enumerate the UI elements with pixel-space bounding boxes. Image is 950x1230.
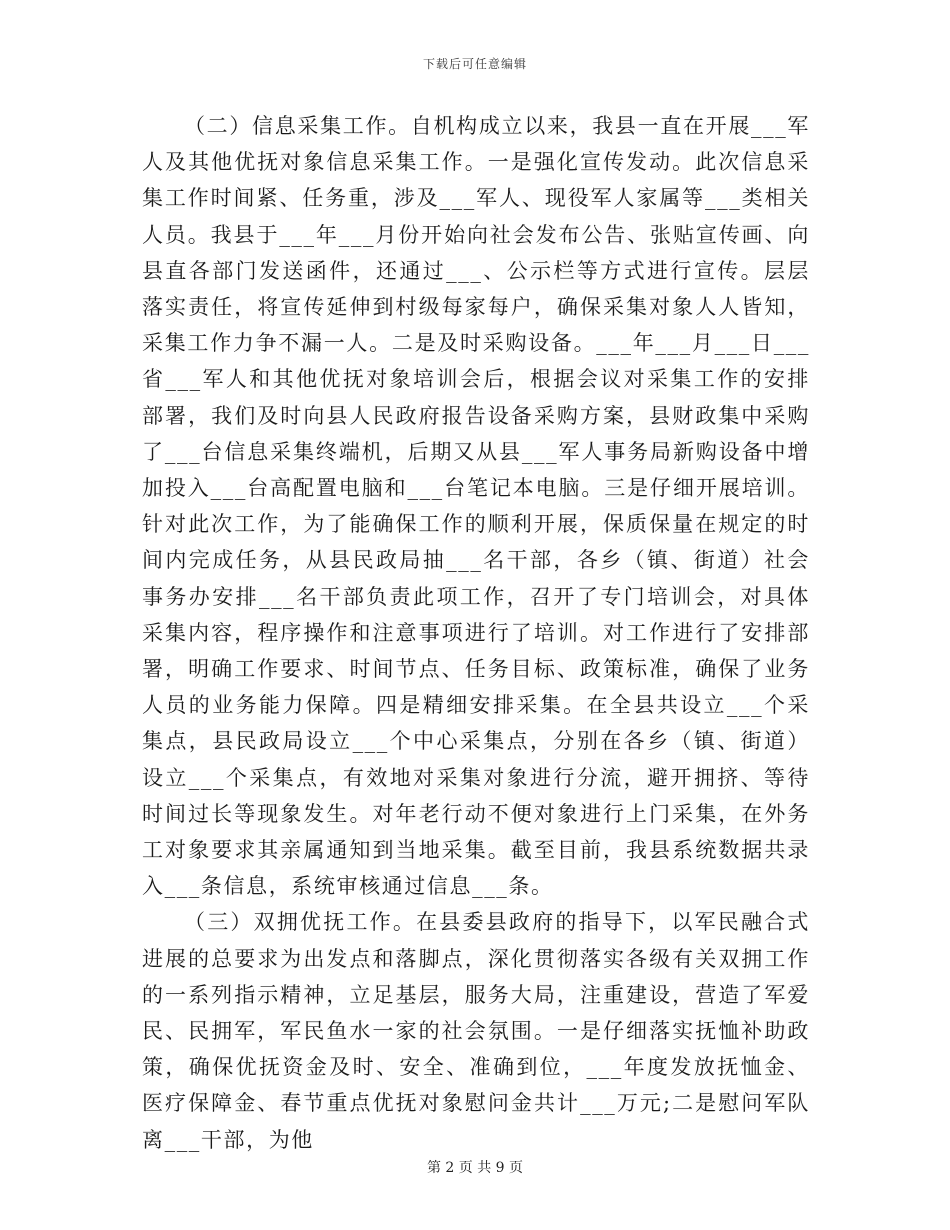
page-number: 第 2 页 共 9 页 xyxy=(426,1160,524,1176)
paragraph-double-support: （三）双拥优抚工作。在县委县政府的指导下，以军民融合式进展的总要求为出发点和落脚点，深化贯彻落实各级有关双拥工作的一系列指示精神，立足基层，服务大局，注重建设，营造了军爱民、民拥军，军民鱼水一家的社会氛围。一是仔细落实抚恤补助政策，确保优抚资金及时、安全、准确到位，___年度发放抚恤金、医疗保障金、春节重点优抚对象慰问金共计___万元;二是慰问军队离___干部，为他 xyxy=(142,910,810,1152)
document-body xyxy=(142,108,810,1158)
paragraph-info-collection: （二）信息采集工作。自机构成立以来，我县一直在开展___军人及其他优抚对象信息采集工作。一是强化宣传发动。此次信息采集工作时间紧、任务重，涉及___军人、现役军人家属等___类相关人员。我县于___年___月份开始向社会发布公告、张贴宣传画、向县直各部门发送函件，还通过___、公示栏等方式进行宣传。层层落实责任，将宣传延伸到村级每家每户，确保采集对象人人皆知，采集工作力争不漏一人。二是及时采购设备。___年___月___日___省___军人和其他优抚对象培训会后，根据会议对采集工作的安排部署，我们及时向县人民政府报告设备采购方案，县财政集中采购了___台信息采集终端机，后期又从县___军人事务局新购设备中增加投入___台高配置电脑和___台笔记本电脑。三是仔细开展培训。针对此次工作，为了能确保工作的顺利开展，保质保量在规定的时间内完成任务，从县民政局抽___名干部，各乡（镇、街道）社会事务办安排___名干部负责此项工作，召开了专门培训会，对具体采集内容，程序操作和注意事项进行了培训。对工作进行了安排部署，明确工作要求、时间节点、任务目标、政策标准，确保了业务人员的业务能力保障。四是精细安排采集。在全县共设立___个采集点，县民政局设立___个中心采集点，分别在各乡（镇、街道）设立___个采集点，有效地对采集对象进行分流，避开拥挤、等待时间过长等现象发生。对年老行动不便对象进行上门采集，在外务工对象要求其亲属通知到当地采集。截至目前，我县系统数据共录入___条信息，系统审核通过信息___条。 xyxy=(142,114,810,899)
page-header-note: 下载后可任意编辑 xyxy=(422,57,527,71)
